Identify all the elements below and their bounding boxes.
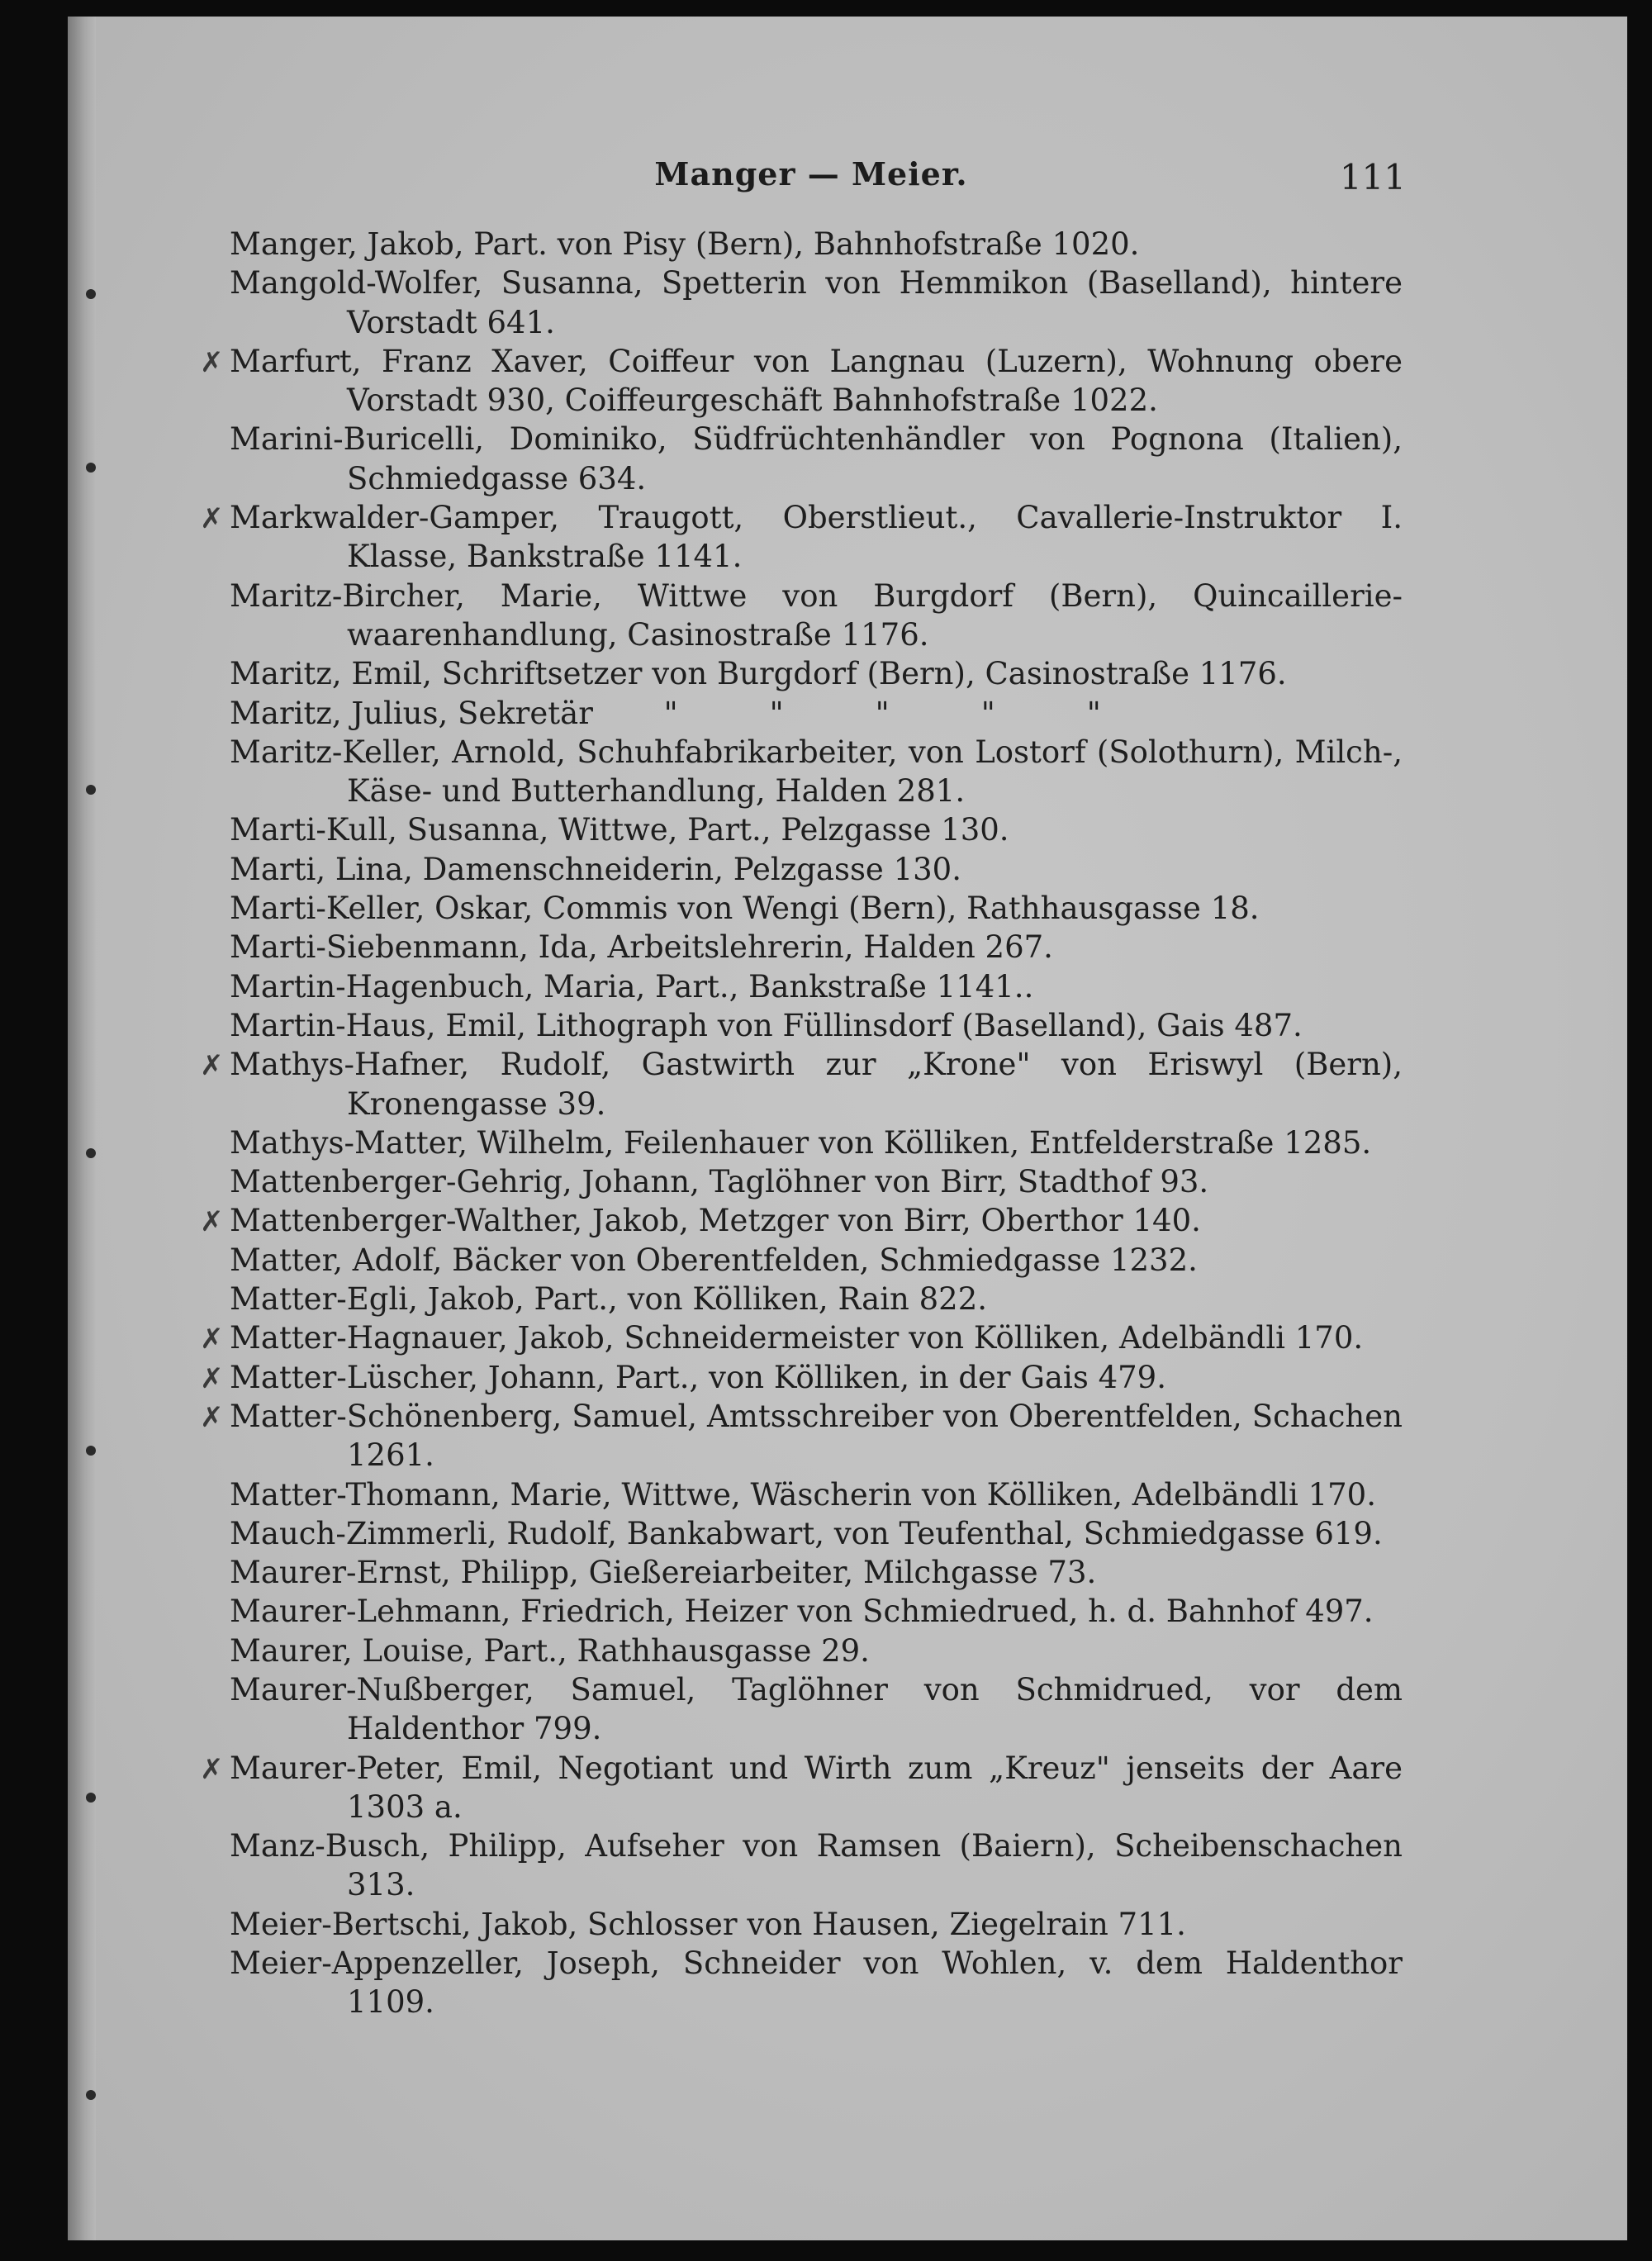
binding-hole <box>86 463 96 473</box>
entry-text: Manz-Busch, Philipp, Aufseher von Ramsen (Baiern), Scheibenschachen 313. <box>230 1828 1403 1903</box>
entry-text: Markwalder-Gamper, Traugott, Oberstlieut., Cavallerie-Instruktor I. Klasse, Bankstraße 1141. <box>230 500 1403 575</box>
entry-text: Matter-Thomann, Marie, Wittwe, Wäscherin von Kölliken, Adelbändli 170. <box>230 1476 1376 1513</box>
entry-text: Meier-Appenzeller, Joseph, Schneider von Wohlen, v. dem Haldenthor 1109. <box>230 1945 1403 2021</box>
directory-entry <box>230 1280 1403 1318</box>
entry-text: Maurer, Louise, Part., Rathhausgasse 29. <box>230 1632 870 1669</box>
directory-entry <box>200 342 1403 420</box>
entry-text: Martin-Hagenbuch, Maria, Part., Bankstraße 1141.. <box>230 968 1034 1005</box>
binding-hole <box>86 785 96 795</box>
directory-entry <box>230 225 1403 264</box>
entry-text: Matter-Egli, Jakob, Part., von Kölliken, Rain 822. <box>230 1281 988 1318</box>
entry-text: Matter-Schönenberg, Samuel, Amtsschreiber von Oberentfelden, Schachen 1261. <box>230 1398 1403 1474</box>
entry-text: Mauch-Zimmerli, Rudolf, Bankabwart, von Teufenthal, Schmiedgasse 619. <box>230 1515 1383 1551</box>
directory-entry <box>230 694 1403 733</box>
entry-text: Marti, Lina, Damenschneiderin, Pelzgasse 130. <box>230 851 961 887</box>
entry-text: Maurer-Nußberger, Samuel, Taglöhner von Schmidrued, vor dem Haldenthor 799. <box>230 1671 1403 1747</box>
directory-entry <box>230 654 1403 693</box>
directory-entry <box>230 1632 1403 1670</box>
running-header <box>68 155 1627 205</box>
entry-text: Marini-Buricelli, Dominiko, Südfrüchtenhändler von Pognona (Italien), Schmiedgasse 634. <box>230 421 1403 496</box>
entry-text: Maurer-Peter, Emil, Negotiant und Wirth zum „Kreuz" jenseits der Aare 1303 a. <box>230 1750 1403 1825</box>
directory-entry <box>230 1944 1403 2022</box>
entry-text: Matter-Lüscher, Johann, Part., von Kölliken, in der Gais 479. <box>230 1359 1166 1395</box>
entry-text: Meier-Bertschi, Jakob, Schlosser von Hausen, Ziegelrain 711. <box>230 1906 1186 1942</box>
directory-entry <box>230 1905 1403 1944</box>
directory-entry <box>230 264 1403 342</box>
pencil-check-mark: ✗ <box>200 1752 224 1786</box>
entry-text: Mangold-Wolfer, Susanna, Spetterin von Hemmikon (Baselland), hintere Vorstadt 641. <box>230 265 1403 340</box>
entry-text: Marti-Keller, Oskar, Commis von Wengi (Bern), Rathhausgasse 18. <box>230 891 1260 927</box>
entry-text: Marti-Kull, Susanna, Wittwe, Part., Pelzgasse 130. <box>230 812 1009 848</box>
directory-entry <box>230 1123 1403 1162</box>
directory-entry <box>200 1397 1403 1475</box>
directory-entry <box>230 733 1403 811</box>
entry-text: Marti-Siebenmann, Ida, Arbeitslehrerin, Halden 267. <box>230 929 1053 966</box>
directory-entry <box>230 967 1403 1006</box>
directory-entry <box>200 1749 1403 1827</box>
entry-text: Mattenberger-Walther, Jakob, Metzger von Birr, Oberthor 140. <box>230 1203 1201 1239</box>
book-page <box>68 17 1627 2240</box>
pencil-check-mark: ✗ <box>200 1400 224 1434</box>
entry-text: Mattenberger-Gehrig, Johann, Taglöhner von Birr, Stadthof 93. <box>230 1164 1209 1200</box>
directory-entry <box>200 498 1403 577</box>
entry-text: Martin-Haus, Emil, Lithograph von Füllinsdorf (Baselland), Gais 487. <box>230 1007 1303 1043</box>
binding-hole <box>86 2090 96 2100</box>
page-number: 111 <box>1339 157 1406 197</box>
directory-entry <box>230 928 1403 967</box>
entry-text: Matter, Adolf, Bäcker von Oberentfelden, Schmiedgasse 1232. <box>230 1242 1198 1278</box>
pencil-check-mark: ✗ <box>200 1049 224 1083</box>
directory-entries <box>200 225 1403 2022</box>
entry-text: Marfurt, Franz Xaver, Coiffeur von Langnau (Luzern), Wohnung obere Vorstadt 930, Coiffeurgeschäft Bahnhofstraße 1022. <box>230 343 1403 419</box>
directory-entry <box>230 577 1403 655</box>
directory-entry <box>230 1826 1403 1905</box>
pencil-check-mark: ✗ <box>200 345 224 379</box>
entry-text: Maritz, Emil, Schriftsetzer von Burgdorf (Bern), Casinostraße 1176. <box>230 656 1287 692</box>
directory-entry <box>200 1045 1403 1123</box>
entry-text: Maritz, Julius, Sekretär " " " " " <box>230 695 1101 731</box>
pencil-check-mark: ✗ <box>200 1361 224 1395</box>
header-title: Manger — Meier. <box>654 155 968 192</box>
binding-hole <box>86 289 96 299</box>
directory-entry <box>200 1358 1403 1397</box>
pencil-check-mark: ✗ <box>200 502 224 536</box>
page-gutter <box>68 17 96 2240</box>
binding-hole <box>86 1446 96 1456</box>
binding-hole <box>86 1793 96 1803</box>
entry-text: Manger, Jakob, Part. von Pisy (Bern), Bahnhofstraße 1020. <box>230 226 1140 262</box>
directory-entry <box>230 1162 1403 1201</box>
entry-text: Mathys-Matter, Wilhelm, Feilenhauer von Kölliken, Entfelderstraße 1285. <box>230 1124 1372 1161</box>
entry-text: Matter-Hagnauer, Jakob, Schneidermeister von Kölliken, Adelbändli 170. <box>230 1320 1364 1356</box>
entry-text: Mathys-Hafner, Rudolf, Gastwirth zur „Krone" von Eriswyl (Bern), Kronengasse 39. <box>230 1047 1403 1122</box>
directory-entry <box>230 1006 1403 1045</box>
pencil-check-mark: ✗ <box>200 1205 224 1239</box>
directory-entry <box>230 810 1403 849</box>
directory-entry <box>230 1514 1403 1553</box>
directory-entry <box>230 1241 1403 1280</box>
entry-text: Maurer-Lehmann, Friedrich, Heizer von Schmiedrued, h. d. Bahnhof 497. <box>230 1594 1374 1630</box>
directory-entry <box>230 1475 1403 1514</box>
binding-hole <box>86 1148 96 1158</box>
pencil-check-mark: ✗ <box>200 1323 224 1356</box>
directory-entry <box>230 1553 1403 1592</box>
directory-entry <box>230 1670 1403 1749</box>
directory-entry <box>200 1318 1403 1357</box>
directory-entry <box>230 850 1403 889</box>
directory-entry <box>200 1201 1403 1240</box>
entry-text: Maritz-Bircher, Marie, Wittwe von Burgdorf (Bern), Quincaillerie-waarenhandlung, Casinostraße 1176. <box>230 577 1403 653</box>
entry-text: Maritz-Keller, Arnold, Schuhfabrikarbeiter, von Lostorf (Solothurn), Milch-, Käse- und Butterhandlung, Halden 281. <box>230 734 1403 810</box>
directory-entry <box>230 889 1403 928</box>
entry-text: Maurer-Ernst, Philipp, Gießereiarbeiter, Milchgasse 73. <box>230 1555 1097 1591</box>
directory-entry <box>230 1592 1403 1631</box>
directory-entry <box>230 420 1403 498</box>
